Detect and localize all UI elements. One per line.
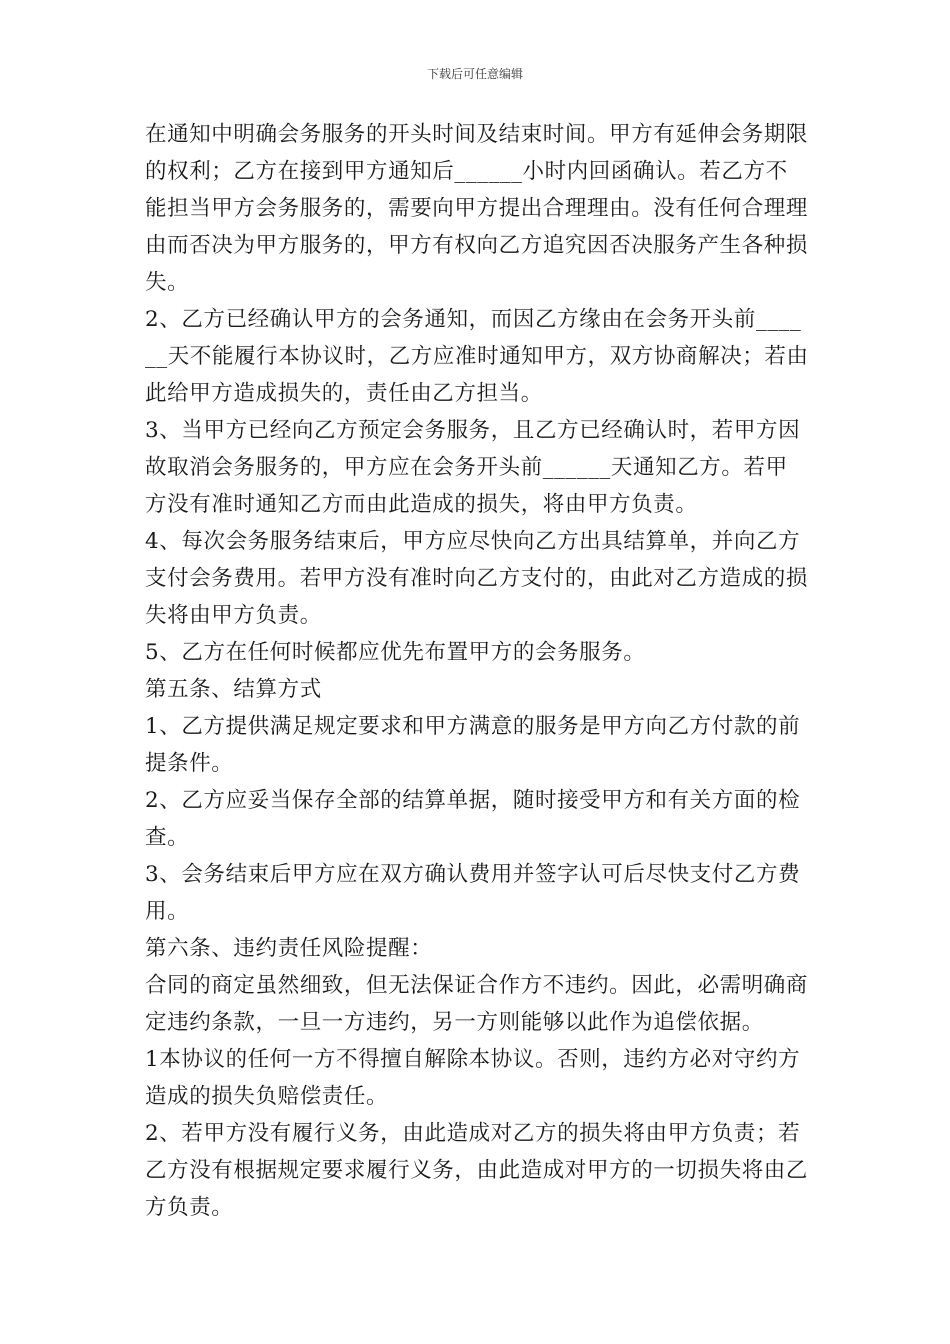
paragraph-clause-5: 5、乙方在任何时候都应优先布置甲方的会务服务。 [145, 640, 646, 665]
paragraph-settlement-2: 2、乙方应妥当保存全部的结算单据，随时接受甲方和有关方面的检查。 [145, 788, 801, 850]
document-body [145, 116, 809, 1226]
paragraph-clause-4: 4、每次会务服务结束后，甲方应尽快向乙方出具结算单，并向乙方支付会务费用。若甲方没有准时向乙方支付的，由此对乙方造成的损失将由甲方负责。 [145, 529, 809, 628]
paragraph-clause-3: 3、当甲方已经向乙方预定会务服务，且乙方已经确认时，若甲方因故取消会务服务的，甲方应在会务开头前______天通知乙方。若甲方没有准时通知乙方而由此造成的损失，将由甲方负责。 [145, 418, 801, 517]
paragraph-clause-2: 2、乙方已经确认甲方的会务通知，而因乙方缘由在会务开头前______天不能履行本协议时，乙方应准时通知甲方，双方协商解决；若由此给甲方造成损失的，责任由乙方担当。 [145, 307, 809, 406]
paragraph-meeting-notice: 在通知中明确会务服务的开头时间及结束时间。甲方有延伸会务期限的权利；乙方在接到甲方通知后______小时内回函确认。若乙方不能担当甲方会务服务的，需要向甲方提出合理理由。没有任何合理理由而否决为甲方服务的，甲方有权向乙方追究因否决服务产生各种损失。 [145, 122, 809, 295]
section-heading-breach: 第六条、违约责任风险提醒： [145, 936, 433, 961]
section-heading-settlement: 第五条、结算方式 [145, 677, 322, 702]
paragraph-settlement-1: 1、乙方提供满足规定要求和甲方满意的服务是甲方向乙方付款的前提条件。 [145, 714, 801, 776]
paragraph-settlement-3: 3、会务结束后甲方应在双方确认费用并签字认可后尽快支付乙方费用。 [145, 862, 801, 924]
page-header: 下载后可任意编辑 [426, 67, 523, 81]
paragraph-breach-1: 1本协议的任何一方不得擅自解除本协议。否则，违约方必对守约方造成的损失负赔偿责任。 [145, 1047, 801, 1109]
paragraph-breach-intro: 合同的商定虽然细致，但无法保证合作方不违约。因此，必需明确商定违约条款，一旦一方违约，另一方则能够以此作为追偿依据。 [145, 973, 809, 1035]
paragraph-breach-2: 2、若甲方没有履行义务，由此造成对乙方的损失将由甲方负责；若乙方没有根据规定要求履行义务，由此造成对甲方的一切损失将由乙方负责。 [145, 1121, 809, 1220]
